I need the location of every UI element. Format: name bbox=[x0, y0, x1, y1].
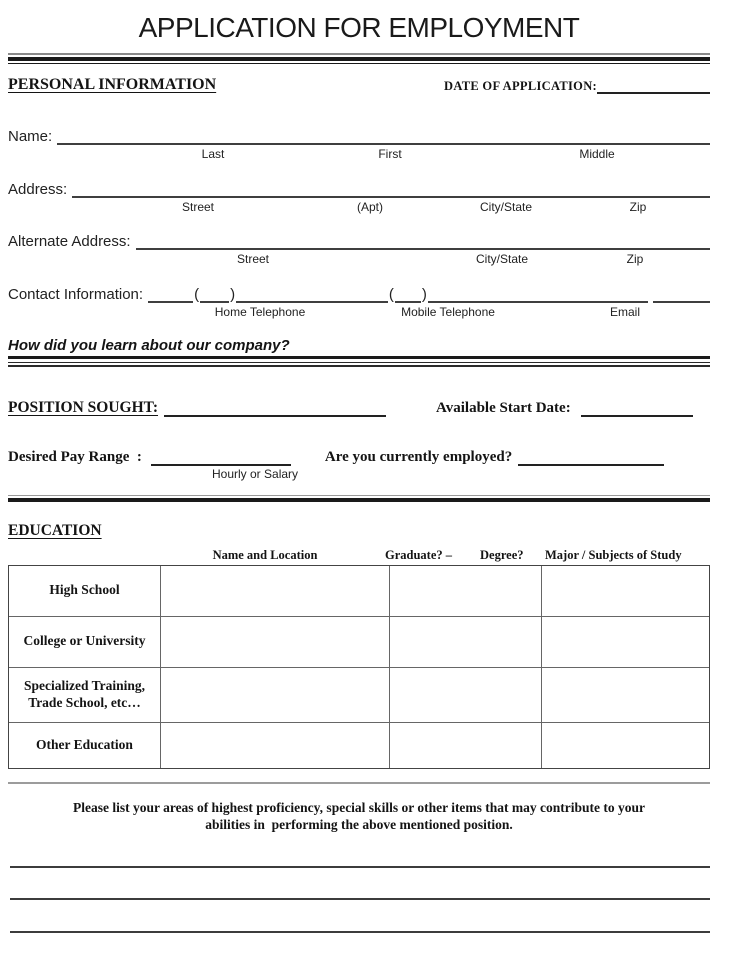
currently-employed-label: Are you currently employed? bbox=[324, 448, 513, 465]
hourly-or-salary-hint: Hourly or Salary bbox=[212, 466, 299, 481]
home-telephone-field[interactable] bbox=[236, 285, 388, 303]
edu-cell-high-school-major[interactable] bbox=[542, 566, 709, 617]
edu-row-label-high-school: High School bbox=[9, 566, 161, 617]
form-title: APPLICATION FOR EMPLOYMENT bbox=[138, 12, 580, 43]
edu-row-label-specialized-training: Specialized Training, Trade School, etc… bbox=[9, 668, 161, 723]
available-start-date-field[interactable] bbox=[581, 399, 693, 417]
date-of-application-field[interactable] bbox=[597, 76, 710, 94]
contact-sublabel-email: Email bbox=[609, 305, 641, 319]
skills-answer-line-1[interactable] bbox=[10, 866, 710, 868]
name-sublabel-first: First bbox=[378, 147, 402, 161]
edu-cell-specialized-graduate-degree[interactable] bbox=[390, 668, 542, 723]
alternate-address-label: Alternate Address: bbox=[8, 233, 131, 250]
skills-answer-line-3[interactable] bbox=[10, 931, 710, 933]
alternate-address-field[interactable] bbox=[136, 232, 710, 250]
title-divider bbox=[8, 53, 710, 64]
skills-answer-line-2[interactable] bbox=[10, 898, 710, 900]
contact-prefix-field[interactable] bbox=[148, 285, 193, 303]
name-field[interactable] bbox=[57, 127, 710, 145]
desired-pay-range-field[interactable] bbox=[151, 448, 291, 466]
edu-cell-specialized-name-location[interactable] bbox=[161, 668, 390, 723]
edu-cell-other-name-location[interactable] bbox=[161, 723, 390, 768]
skills-prompt-line1: Please list your areas of highest proficiency, special skills or other items that may contribute to your bbox=[72, 800, 646, 815]
email-field[interactable] bbox=[653, 285, 710, 303]
edu-cell-other-major[interactable] bbox=[542, 723, 709, 768]
address-sublabel-zip: Zip bbox=[629, 200, 647, 214]
edu-cell-high-school-graduate-degree[interactable] bbox=[390, 566, 542, 617]
home-phone-paren-close: ) bbox=[230, 286, 236, 303]
home-phone-paren-open: ( bbox=[194, 286, 200, 303]
skills-prompt bbox=[8, 799, 710, 833]
edu-row-label-college: College or University bbox=[9, 617, 161, 668]
column-header-degree: Degree? bbox=[480, 547, 524, 562]
date-of-application-label: DATE OF APPLICATION: bbox=[444, 79, 597, 93]
contact-information-label: Contact Information: bbox=[8, 286, 144, 303]
section-divider-line bbox=[8, 362, 710, 364]
edu-cell-specialized-major[interactable] bbox=[542, 668, 709, 723]
desired-pay-range-label: Desired Pay Range : bbox=[8, 448, 142, 465]
skills-prompt-line2: abilities in performing the above mentioned position. bbox=[205, 817, 513, 832]
edu-cell-other-graduate-degree[interactable] bbox=[390, 723, 542, 768]
name-label: Name: bbox=[8, 128, 53, 145]
column-header-graduate: Graduate? – bbox=[385, 547, 453, 562]
mobile-telephone-field[interactable] bbox=[428, 285, 648, 303]
education-heading: EDUCATION bbox=[8, 521, 102, 539]
mobile-phone-paren-close: ) bbox=[421, 286, 427, 303]
referral-question-label: How did you learn about our company? bbox=[8, 337, 290, 354]
edu-cell-college-name-location[interactable] bbox=[161, 617, 390, 668]
alt-address-sublabel-street: Street bbox=[236, 252, 270, 266]
edu-cell-college-major[interactable] bbox=[542, 617, 709, 668]
edu-cell-college-graduate-degree[interactable] bbox=[390, 617, 542, 668]
home-area-code-field[interactable] bbox=[200, 285, 229, 303]
address-sublabel-apt: (Apt) bbox=[356, 200, 384, 214]
currently-employed-field[interactable] bbox=[518, 448, 664, 466]
mobile-phone-paren-open: ( bbox=[388, 286, 394, 303]
name-sublabel-middle: Middle bbox=[579, 147, 615, 161]
address-field[interactable] bbox=[72, 180, 710, 198]
column-header-name-location: Name and Location bbox=[212, 547, 318, 562]
edu-row-label-other-education: Other Education bbox=[9, 723, 161, 768]
address-sublabel-street: Street bbox=[181, 200, 215, 214]
alt-address-sublabel-citystate: City/State bbox=[475, 252, 529, 266]
education-table bbox=[8, 565, 710, 769]
alt-address-sublabel-zip: Zip bbox=[626, 252, 644, 266]
contact-sublabel-mobile-telephone: Mobile Telephone bbox=[401, 305, 495, 319]
section-divider-line bbox=[8, 365, 710, 367]
position-sought-label: POSITION SOUGHT: bbox=[8, 398, 159, 416]
name-sublabel-last: Last bbox=[201, 147, 225, 161]
column-header-major: Major / Subjects of Study bbox=[545, 547, 682, 562]
address-sublabel-citystate: City/State bbox=[479, 200, 533, 214]
contact-sublabel-home-telephone: Home Telephone bbox=[214, 305, 306, 319]
edu-cell-high-school-name-location[interactable] bbox=[161, 566, 390, 617]
available-start-date-label: Available Start Date: bbox=[436, 399, 571, 416]
personal-information-heading: PERSONAL INFORMATION bbox=[8, 76, 217, 93]
position-sought-field[interactable] bbox=[164, 399, 386, 417]
mobile-area-code-field[interactable] bbox=[395, 285, 421, 303]
post-table-divider bbox=[8, 782, 710, 785]
education-table-header bbox=[8, 548, 710, 565]
referral-question-line[interactable] bbox=[8, 337, 710, 359]
education-divider bbox=[8, 495, 710, 502]
address-label: Address: bbox=[8, 181, 68, 198]
